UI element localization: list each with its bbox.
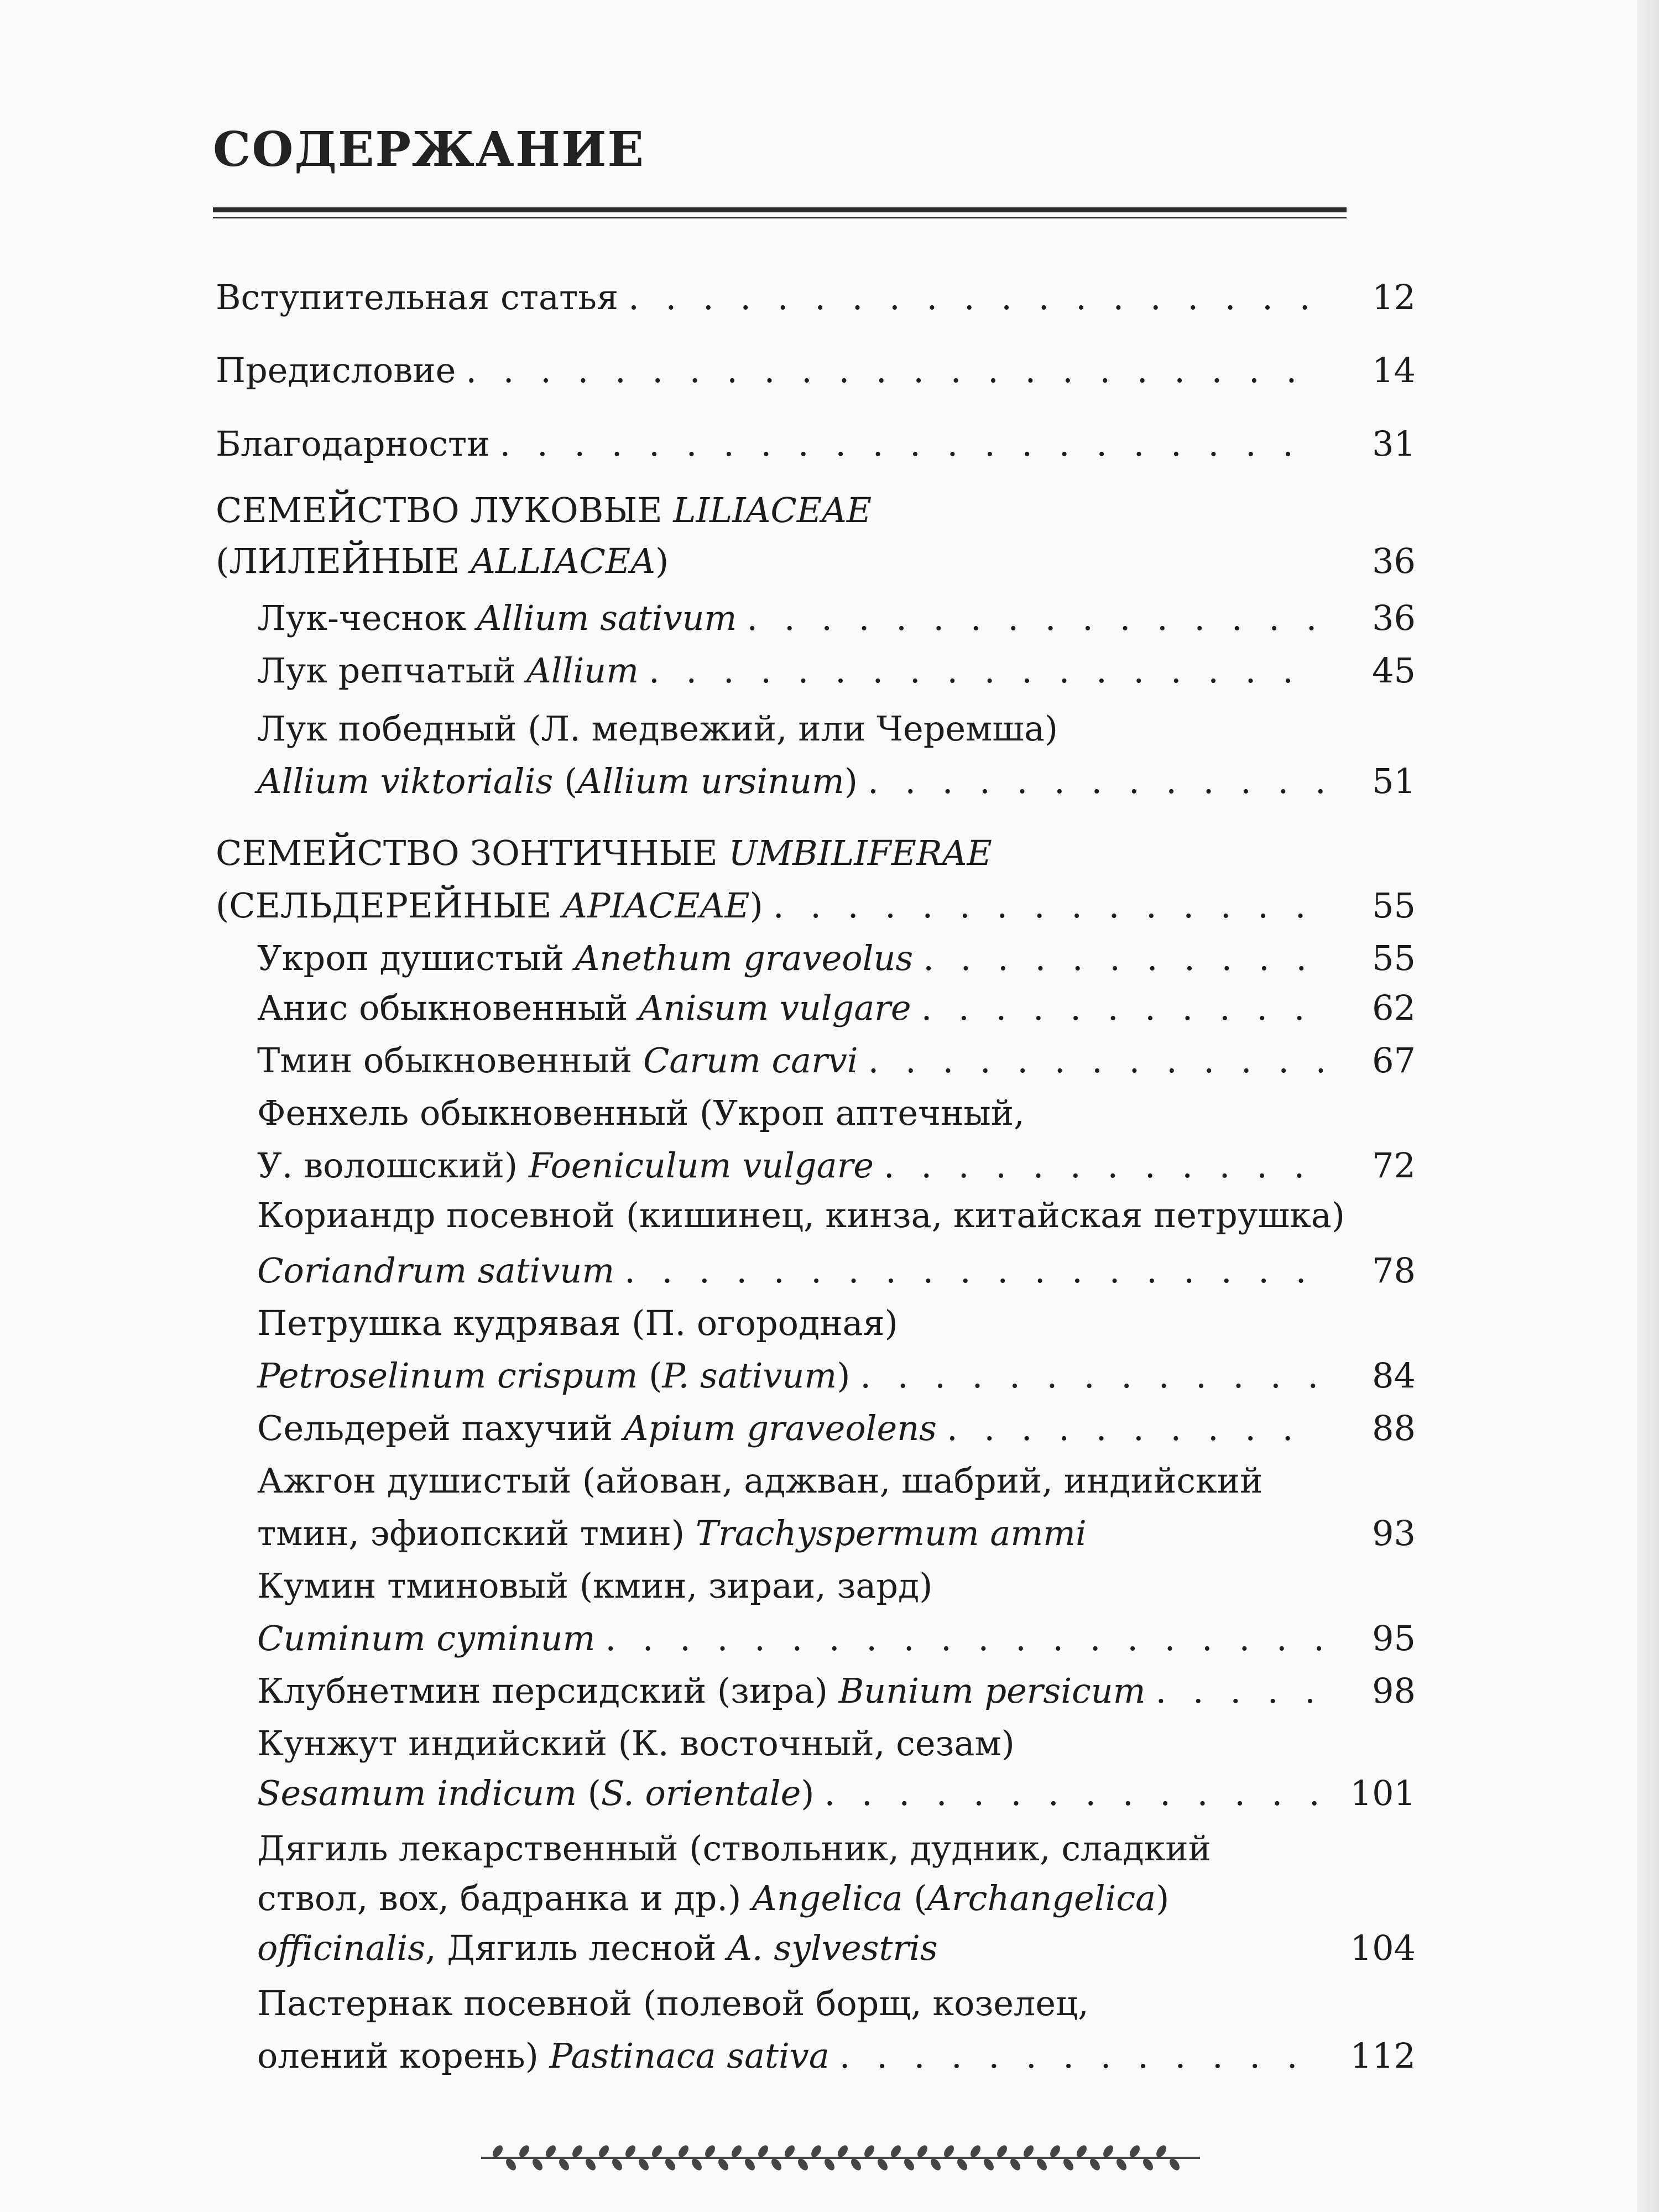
toc-entry-title <box>257 1355 851 1396</box>
title-text: Благодарности <box>216 424 490 464</box>
toc-entry <box>216 885 1416 926</box>
ornament-leaf <box>557 2157 571 2172</box>
toc-entry-title <box>216 492 872 528</box>
toc-entry <box>257 1197 1416 1233</box>
title-text: ( <box>902 1878 927 1918</box>
toc-entry-title <box>257 1305 898 1341</box>
dot-leader <box>624 1253 1323 1288</box>
ornament-leaf <box>968 2143 982 2159</box>
toc-entry-title <box>257 1723 1015 1764</box>
page-number: 101 <box>1350 1773 1416 1813</box>
title-text: (СЕЛЬДЕРЕЙНЫЕ <box>216 885 563 926</box>
toc-entry <box>257 708 1416 749</box>
page-number: 98 <box>1372 1671 1416 1711</box>
title-text: Ажгон душистый (айован, аджван, шабрий, индийский <box>257 1460 1263 1501</box>
title-text: ) <box>844 761 858 801</box>
ornament-leaf <box>1048 2143 1062 2159</box>
toc-entry-title <box>257 1040 858 1081</box>
latin-name: Carum carvi <box>643 1040 858 1081</box>
page-number: 62 <box>1372 988 1416 1028</box>
title-text: Анис обыкновенный <box>257 988 639 1028</box>
ornament-leaf <box>610 2157 624 2172</box>
dot-leader <box>649 653 1323 688</box>
page-number: 45 <box>1372 650 1416 691</box>
page-number: 93 <box>1372 1513 1416 1553</box>
latin-name: Coriandrum sativum <box>257 1250 615 1291</box>
dot-leader <box>868 1042 1323 1078</box>
toc-entry-title <box>216 835 992 871</box>
toc-entry-title <box>257 650 639 691</box>
page-number: 55 <box>1372 938 1416 978</box>
latin-name: Allium viktorialis <box>257 761 554 801</box>
page-number: 95 <box>1372 1618 1416 1658</box>
ornament-leaf <box>597 2143 611 2159</box>
title-text: олений корень) <box>257 2036 550 2076</box>
ornament-leaf <box>822 2157 836 2172</box>
ornament-leaf <box>1008 2157 1022 2172</box>
toc-entry <box>257 1775 1416 1811</box>
ornament-leaf <box>1167 2157 1181 2172</box>
ornament-leaf <box>703 2143 717 2159</box>
title-text: Кориандр посевной (кишинец, кинза, китайская петрушка) <box>257 1195 1345 1235</box>
latin-name: ALLIACEA <box>471 541 655 581</box>
toc-entry-title <box>257 1775 815 1811</box>
toc-entry <box>257 1620 1416 1656</box>
title-text: (ЛИЛЕЙНЫЕ <box>216 541 471 581</box>
toc-entry-title <box>216 543 669 579</box>
title-text: СЕМЕЙСТВО ЗОНТИЧНЫЕ <box>216 833 729 873</box>
latin-name: Cuminum cyminum <box>257 1618 596 1658</box>
toc-entry <box>216 543 1416 579</box>
title-text: ствол, вох, бадранка и др.) <box>257 1878 753 1918</box>
ornament-leaf <box>517 2143 531 2159</box>
dot-leader <box>921 990 1323 1026</box>
toc-entry-title <box>257 1145 874 1186</box>
title-text: Лук победный (Л. медвежий, или Черемша) <box>257 708 1058 749</box>
ornament-leaf <box>902 2157 916 2172</box>
dot-leader <box>605 1620 1323 1656</box>
toc-entry <box>257 1985 1416 2021</box>
ornament-leaf <box>1114 2157 1128 2172</box>
toc-entry <box>257 940 1416 976</box>
toc-entry <box>257 650 1416 691</box>
title-text: Тмин обыкновенный <box>257 1040 643 1081</box>
toc-entry-title <box>257 1197 1345 1233</box>
ornament-leaf <box>544 2143 557 2159</box>
latin-name: Allium <box>526 650 639 691</box>
ornament-leaf <box>676 2143 690 2159</box>
ornament-leaf <box>1141 2157 1155 2172</box>
latin-name: Anethum graveolus <box>575 938 914 978</box>
ornament-leaf <box>756 2143 770 2159</box>
page-number: 112 <box>1350 2036 1416 2076</box>
title-text: Кунжут индийский (К. восточный, сезам) <box>257 1723 1015 1764</box>
ornament-leaf <box>809 2143 823 2159</box>
page-number: 31 <box>1372 424 1416 464</box>
latin-name: Foeniculum vulgare <box>528 1145 874 1186</box>
toc-entry-title <box>257 1828 1211 1869</box>
page-number: 104 <box>1350 1928 1416 1968</box>
toc-entry-title <box>257 1410 937 1446</box>
page-number: 55 <box>1372 885 1416 926</box>
toc-entry <box>257 1673 1416 1709</box>
toc-entry-title <box>257 1930 938 1966</box>
ornament-leaf <box>982 2157 995 2172</box>
toc-entry-title <box>257 1880 1169 1916</box>
title-text: ( <box>638 1355 662 1396</box>
ornament-leaf <box>504 2157 518 2172</box>
dot-leader <box>947 1410 1323 1446</box>
latin-name: officinalis <box>257 1928 426 1968</box>
ornament-leaf <box>955 2157 969 2172</box>
toc-entry <box>257 1040 1416 1081</box>
ornament-leaf <box>1035 2157 1048 2172</box>
toc-entry <box>216 352 1416 388</box>
latin-name: Anisum vulgare <box>639 988 911 1028</box>
dot-leader <box>923 940 1323 976</box>
ornament-leaf <box>1101 2143 1115 2159</box>
toc-entry <box>257 1410 1416 1446</box>
dot-leader <box>825 1775 1323 1811</box>
dot-leader <box>868 763 1323 799</box>
page-number: 36 <box>1372 541 1416 581</box>
title-text: ) <box>749 885 763 926</box>
ornament-leaf <box>1074 2143 1088 2159</box>
toc-entry <box>257 990 1416 1026</box>
ornament-leaf <box>570 2143 584 2159</box>
ornament-leaf <box>690 2157 703 2172</box>
title-text: У. волошский) <box>257 1145 529 1186</box>
title-text: ( <box>576 1773 601 1813</box>
dot-leader <box>884 1147 1323 1183</box>
toc-entry-title <box>257 1460 1263 1501</box>
ornament-leaf <box>769 2157 783 2172</box>
title-text: ) <box>1156 1878 1170 1918</box>
page-edge-shadow <box>1637 0 1659 2212</box>
title-text: СЕМЕЙСТВО ЛУКОВЫЕ <box>216 490 674 530</box>
toc-entry-title <box>257 763 858 799</box>
toc-entry-title <box>216 352 456 388</box>
toc-entry-title <box>257 1985 1089 2021</box>
latin-name: Apium graveolens <box>623 1408 937 1448</box>
ornament-leaf <box>1061 2157 1075 2172</box>
latin-name: Allium ursinum <box>577 761 844 801</box>
ornament-leaf <box>1021 2143 1035 2159</box>
dot-leader <box>628 279 1323 315</box>
title-text: ) <box>837 1355 851 1396</box>
toc-entry <box>216 492 1416 528</box>
ornament-leaf <box>583 2157 597 2172</box>
toc-entry-title <box>216 279 618 315</box>
toc-entry <box>257 1095 1416 1131</box>
title-text: Фенхель обыкновенный (Укроп аптечный, <box>257 1093 1025 1133</box>
title-text: Сельдерей пахучий <box>257 1408 624 1448</box>
ornament-leaf <box>650 2143 664 2159</box>
dot-leader <box>860 1358 1323 1394</box>
latin-name: Bunium persicum <box>838 1671 1146 1711</box>
toc-entry <box>257 600 1416 636</box>
title-text: Предисловие <box>216 350 456 390</box>
latin-name: Petroselinum crispum <box>257 1355 638 1396</box>
latin-name: Trachyspermum ammi <box>695 1513 1087 1553</box>
ornament-leaf <box>743 2157 757 2172</box>
toc-entry <box>257 1828 1416 1869</box>
toc-entry-title <box>257 1568 932 1604</box>
toc-entry-title <box>257 1515 1087 1551</box>
latin-name: Angelica <box>752 1878 903 1918</box>
title-text: ( <box>553 761 578 801</box>
ornament-leaf <box>889 2143 902 2159</box>
ornament-leaf <box>637 2157 650 2172</box>
latin-name: A. sylvestris <box>727 1928 938 1968</box>
title-rule-thin <box>213 217 1347 218</box>
toc-entry <box>257 2038 1416 2074</box>
toc-entry-title <box>257 708 1058 749</box>
ornament-leaf <box>663 2157 677 2172</box>
title-text: Клубнетмин персидский (зира) <box>257 1671 839 1711</box>
title-text: Лук репчатый <box>257 650 527 691</box>
toc-entry <box>257 1460 1416 1501</box>
toc-entry-title <box>257 940 913 976</box>
page-title: СОДЕРЖАНИЕ <box>213 122 645 178</box>
page-number: 78 <box>1372 1250 1416 1291</box>
toc-entry <box>257 1568 1416 1604</box>
ornament-leaf <box>1088 2157 1102 2172</box>
page-number: 88 <box>1372 1408 1416 1448</box>
toc-entry <box>257 1515 1416 1551</box>
page-number: 12 <box>1372 277 1416 317</box>
dot-leader <box>1156 1673 1323 1709</box>
ornament-leaf <box>716 2157 730 2172</box>
toc-entry-title <box>257 2038 830 2074</box>
toc-entry-title <box>257 1095 1025 1131</box>
latin-name: Pastinaca sativa <box>549 2036 830 2076</box>
title-text: тмин, эфиопский тмин) <box>257 1513 696 1553</box>
ornament-leaf <box>849 2157 863 2172</box>
toc-entry-title <box>257 1250 615 1291</box>
latin-name: LILIACEAE <box>673 490 872 530</box>
ornament-leaf <box>623 2143 637 2159</box>
toc-entry <box>257 1145 1416 1186</box>
toc-entry <box>257 1250 1416 1291</box>
title-text: , Дягиль лесной <box>425 1928 728 1968</box>
ornament-leaf <box>995 2143 1009 2159</box>
page-number: 36 <box>1372 598 1416 638</box>
toc-entry-title <box>216 426 490 462</box>
ornament-leaf <box>782 2143 796 2159</box>
toc-entry-title <box>216 885 763 926</box>
toc-entry-title <box>257 600 737 636</box>
title-text: Дягиль лекарственный (ствольник, дудник, сладкий <box>257 1828 1211 1869</box>
decorative-vine-ornament <box>481 2141 1200 2174</box>
dot-leader <box>500 426 1323 462</box>
toc-entry <box>257 763 1416 799</box>
ornament-leaf <box>862 2143 876 2159</box>
page-number: 67 <box>1372 1040 1416 1081</box>
latin-name: S. orientale <box>601 1773 801 1813</box>
page-number: 72 <box>1372 1145 1416 1186</box>
page-number: 51 <box>1372 761 1416 801</box>
page-number: 84 <box>1372 1355 1416 1396</box>
ornament-leaf <box>836 2143 849 2159</box>
dot-leader <box>773 888 1323 924</box>
title-text: Лук-чеснок <box>257 598 477 638</box>
toc-entry <box>257 1930 1416 1966</box>
ornament-leaf <box>796 2157 810 2172</box>
ornament-leaf <box>915 2143 929 2159</box>
toc-entry <box>216 279 1416 315</box>
title-text: Кумин тминовый (кмин, зираи, зард) <box>257 1566 933 1606</box>
dot-leader <box>747 600 1323 636</box>
latin-name: Allium sativum <box>477 598 737 638</box>
title-text: Укроп душистый <box>257 938 575 978</box>
title-text: ) <box>801 1773 815 1813</box>
ornament-leaf <box>928 2157 942 2172</box>
title-text: Вступительная статья <box>216 277 619 317</box>
toc-entry-title <box>257 990 911 1026</box>
page-number: 14 <box>1372 350 1416 390</box>
latin-name: Sesamum indicum <box>257 1773 577 1813</box>
ornament-leaf <box>942 2143 956 2159</box>
ornament-leaf <box>1128 2143 1141 2159</box>
toc-entry <box>257 1355 1416 1396</box>
dot-leader <box>839 2038 1323 2074</box>
toc-entry-title <box>257 1673 1146 1709</box>
ornament-leaf <box>491 2143 504 2159</box>
toc-entry <box>257 1305 1416 1341</box>
ornament-leaf <box>1154 2143 1168 2159</box>
title-rule-thick <box>213 207 1347 212</box>
dot-leader <box>466 352 1323 388</box>
latin-name: P. sativum <box>662 1355 837 1396</box>
toc-entry <box>257 1723 1416 1764</box>
title-text: Петрушка кудрявая (П. огородная) <box>257 1303 898 1343</box>
latin-name: Archangelica <box>927 1878 1156 1918</box>
toc-entry <box>216 835 1416 871</box>
toc-entry <box>216 426 1416 462</box>
toc-entry <box>257 1880 1416 1916</box>
title-text: ) <box>655 541 669 581</box>
ornament-leaf <box>530 2157 544 2172</box>
toc-entry-title <box>257 1620 595 1656</box>
latin-name: UMBILIFERAE <box>728 833 992 873</box>
ornament-leaf <box>875 2157 889 2172</box>
ornament-leaf <box>729 2143 743 2159</box>
title-text: Пастернак посевной (полевой борщ, козелец, <box>257 1983 1089 2023</box>
latin-name: APIACEAE <box>562 885 750 926</box>
